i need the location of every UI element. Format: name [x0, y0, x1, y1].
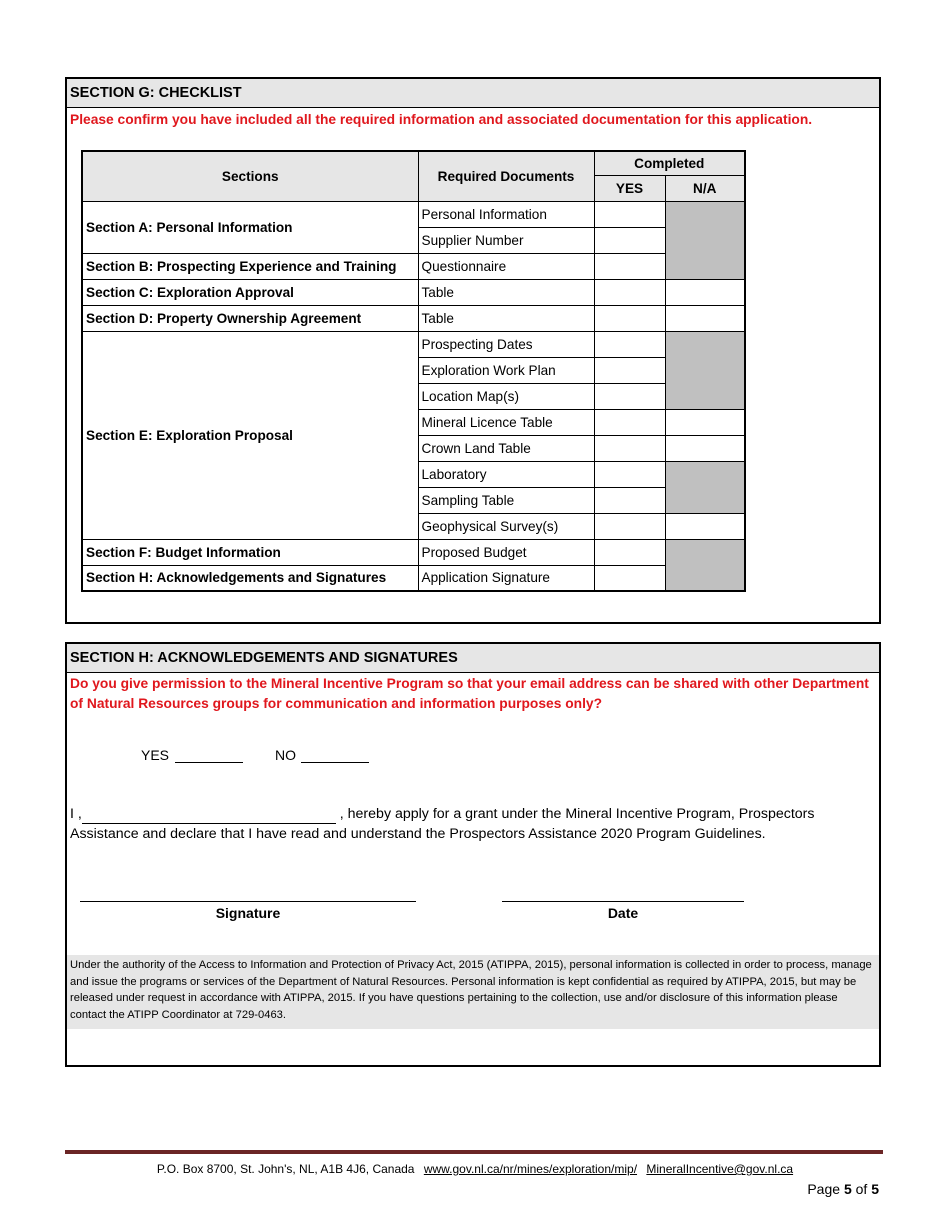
na-checkbox-table-d[interactable] — [665, 305, 745, 331]
signature-line[interactable] — [80, 901, 416, 902]
applicant-name-field[interactable] — [82, 807, 336, 824]
footer-website-link[interactable]: www.gov.nl.ca/nr/mines/exploration/mip/ — [423, 1162, 638, 1176]
no-field[interactable] — [301, 748, 369, 763]
na-disabled-cell — [665, 461, 745, 513]
table-row — [82, 331, 745, 357]
yes-checkbox-application-signature[interactable] — [594, 565, 665, 591]
section-g-title: SECTION G: CHECKLIST — [67, 79, 879, 108]
yes-option — [141, 747, 243, 763]
yes-checkbox-personal-information[interactable] — [594, 201, 665, 227]
na-disabled-cell — [665, 539, 745, 591]
footer-email-link[interactable]: MineralIncentive@gov.nl.ca — [646, 1162, 794, 1176]
no-option — [275, 747, 369, 763]
yes-checkbox-laboratory[interactable] — [594, 461, 665, 487]
doc-questionnaire: Questionnaire — [418, 253, 594, 279]
doc-supplier-number: Supplier Number — [418, 227, 594, 253]
table-row — [82, 565, 745, 591]
section-c-label: Section C: Exploration Approval — [82, 279, 418, 305]
table-row — [82, 201, 745, 227]
doc-laboratory: Laboratory — [418, 461, 594, 487]
section-a-label: Section A: Personal Information — [82, 201, 418, 253]
section-b-label: Section B: Prospecting Experience and Training — [82, 253, 418, 279]
yes-checkbox-proposed-budget[interactable] — [594, 539, 665, 565]
doc-proposed-budget: Proposed Budget — [418, 539, 594, 565]
yes-checkbox-table-c[interactable] — [594, 279, 665, 305]
declaration — [70, 804, 878, 844]
signature-label: Signature — [215, 905, 281, 921]
section-h-title: SECTION H: ACKNOWLEDGEMENTS AND SIGNATURES — [67, 644, 879, 673]
yes-checkbox-exploration-work-plan[interactable] — [594, 357, 665, 383]
na-checkbox-geophysical-surveys[interactable] — [665, 513, 745, 539]
section-f-label: Section F: Budget Information — [82, 539, 418, 565]
doc-crown-land-table: Crown Land Table — [418, 435, 594, 461]
page-number — [807, 1181, 879, 1197]
date-label: Date — [607, 905, 639, 921]
header-na: N/A — [665, 175, 745, 201]
section-d-label: Section D: Property Ownership Agreement — [82, 305, 418, 331]
footer-address: P.O. Box 8700, St. John's, NL, A1B 4J6, Canada — [156, 1162, 415, 1176]
section-e-label: Section E: Exploration Proposal — [82, 331, 418, 539]
doc-geophysical-surveys: Geophysical Survey(s) — [418, 513, 594, 539]
yes-checkbox-sampling-table[interactable] — [594, 487, 665, 513]
checklist-table — [81, 150, 746, 592]
na-disabled-cell — [665, 201, 745, 279]
section-g — [65, 77, 881, 624]
yes-checkbox-questionnaire[interactable] — [594, 253, 665, 279]
table-row — [82, 539, 745, 565]
section-h — [65, 642, 881, 1067]
header-required-documents: Required Documents — [418, 151, 594, 201]
footer-rule — [65, 1150, 883, 1154]
na-checkbox-mineral-licence-table[interactable] — [665, 409, 745, 435]
header-yes: YES — [594, 175, 665, 201]
yes-checkbox-supplier-number[interactable] — [594, 227, 665, 253]
doc-mineral-licence-table: Mineral Licence Table — [418, 409, 594, 435]
table-row — [82, 253, 745, 279]
section-h-label: Section H: Acknowledgements and Signatures — [82, 565, 418, 591]
table-row — [82, 279, 745, 305]
declaration-text: , hereby apply for a grant under the Mineral Incentive Program, Prospectors Assistance and declare that I have read and understand the Prospectors Assistance 2020 Program Guidelines. — [70, 806, 815, 842]
doc-table-c: Table — [418, 279, 594, 305]
header-sections: Sections — [82, 151, 418, 201]
doc-prospecting-dates: Prospecting Dates — [418, 331, 594, 357]
yes-checkbox-table-d[interactable] — [594, 305, 665, 331]
yes-checkbox-prospecting-dates[interactable] — [594, 331, 665, 357]
doc-sampling-table: Sampling Table — [418, 487, 594, 513]
doc-personal-information: Personal Information — [418, 201, 594, 227]
table-row — [82, 305, 745, 331]
yes-checkbox-mineral-licence-table[interactable] — [594, 409, 665, 435]
header-completed: Completed — [594, 151, 745, 175]
yes-field[interactable] — [175, 748, 243, 763]
doc-exploration-work-plan: Exploration Work Plan — [418, 357, 594, 383]
yes-checkbox-crown-land-table[interactable] — [594, 435, 665, 461]
email-permission-question: Do you give permission to the Mineral Incentive Program so that your email address can be shared with other Department of Natural Resources groups for communication and information purposes only? — [70, 676, 869, 711]
yes-checkbox-geophysical-surveys[interactable] — [594, 513, 665, 539]
footer — [0, 1162, 950, 1176]
page-prefix: Page — [807, 1181, 844, 1197]
doc-location-maps: Location Map(s) — [418, 383, 594, 409]
page-total: 5 — [871, 1181, 879, 1197]
date-line[interactable] — [502, 901, 744, 902]
page-of: of — [851, 1181, 872, 1197]
section-g-instruction: Please confirm you have included all the required information and associated documentation for this application. — [70, 112, 813, 127]
yes-label: YES — [141, 747, 170, 763]
na-checkbox-crown-land-table[interactable] — [665, 435, 745, 461]
na-disabled-cell — [665, 331, 745, 409]
doc-table-d: Table — [418, 305, 594, 331]
privacy-notice: Under the authority of the Access to Information and Protection of Privacy Act, 2015 (ATIPPA, 2015), personal information is collected in order to process, manage and issue the programs or services of the Department of Natural Resources. Personal information is kept confidential as required by ATIPPA, 2015, but may be released under request in accordance with ATIPPA, 2015. If you have questions pertaining to the collection, use and/or disclosure of this information please contact the ATIPP Coordinator at 729-0463. — [67, 955, 879, 1029]
na-checkbox-table-c[interactable] — [665, 279, 745, 305]
declaration-prefix: I , — [70, 806, 82, 822]
yes-checkbox-location-maps[interactable] — [594, 383, 665, 409]
page-current: 5 — [843, 1181, 852, 1197]
doc-application-signature: Application Signature — [418, 565, 594, 591]
no-label: NO — [275, 747, 296, 763]
